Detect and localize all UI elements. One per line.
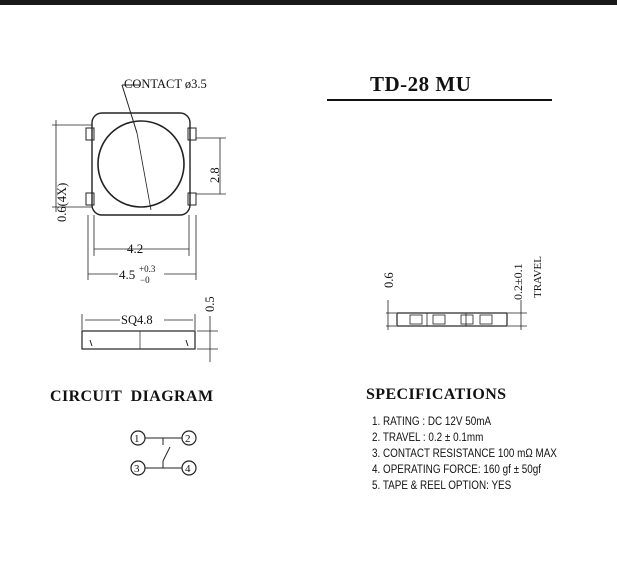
- outer-width-tol-minus: −0: [140, 275, 150, 285]
- switch-body: [92, 113, 190, 215]
- spec-contact-resistance: 3. CONTACT RESISTANCE 100 mΩ MAX: [372, 448, 557, 460]
- side-view-right-drawing: [375, 240, 550, 340]
- contact-dimension-label: CONTACT ø3.5: [124, 77, 207, 91]
- inner-width-label: 4.2: [127, 241, 144, 256]
- height-label: 0.6: [382, 272, 396, 288]
- pin-top-right: [188, 128, 196, 140]
- title-underline: [327, 99, 552, 101]
- pin-width-label: 0.6(4X): [55, 182, 69, 222]
- switch-contact: [163, 447, 170, 461]
- travel-text-label: TRAVEL: [532, 256, 544, 298]
- specifications-heading: SPECIFICATIONS: [366, 386, 507, 403]
- pin-top-left: [86, 128, 94, 140]
- side-profile: [82, 331, 195, 349]
- side-view-drawing: [75, 285, 225, 365]
- pin-4-label: 4: [185, 463, 191, 475]
- part-title: TD-28 MU: [370, 72, 472, 96]
- travel-value-label: 0.2±0.1: [511, 263, 525, 300]
- circuit-heading: CIRCUIT DIAGRAM: [50, 388, 214, 405]
- spec-tape-reel: 5. TAPE & REEL OPTION: YES: [372, 480, 512, 492]
- outer-width-tol-plus: +0.3: [139, 264, 156, 274]
- contact-circle: [98, 121, 184, 207]
- outer-width-label: 4.5: [119, 267, 136, 282]
- pin-bottom-right: [188, 193, 196, 205]
- spec-travel: 2. TRAVEL : 0.2 ± 0.1mm: [372, 432, 484, 444]
- specifications-list: [372, 414, 602, 494]
- top-view-drawing: [40, 70, 230, 295]
- pin-3-label: 3: [134, 463, 140, 475]
- circuit-diagram: [125, 425, 200, 485]
- top-border: [0, 0, 617, 5]
- pin-bottom-left: [86, 193, 94, 205]
- pin-1-label: 1: [134, 433, 140, 445]
- square-dimension-label: SQ4.8: [121, 313, 153, 327]
- spec-rating: 1. RATING : DC 12V 50mA: [372, 416, 492, 428]
- thickness-label: 0.5: [203, 296, 217, 312]
- pin-2-label: 2: [185, 433, 191, 445]
- pitch-label: 2.8: [208, 167, 222, 183]
- spec-operating-force: 4. OPERATING FORCE: 160 gf ± 50gf: [372, 464, 542, 476]
